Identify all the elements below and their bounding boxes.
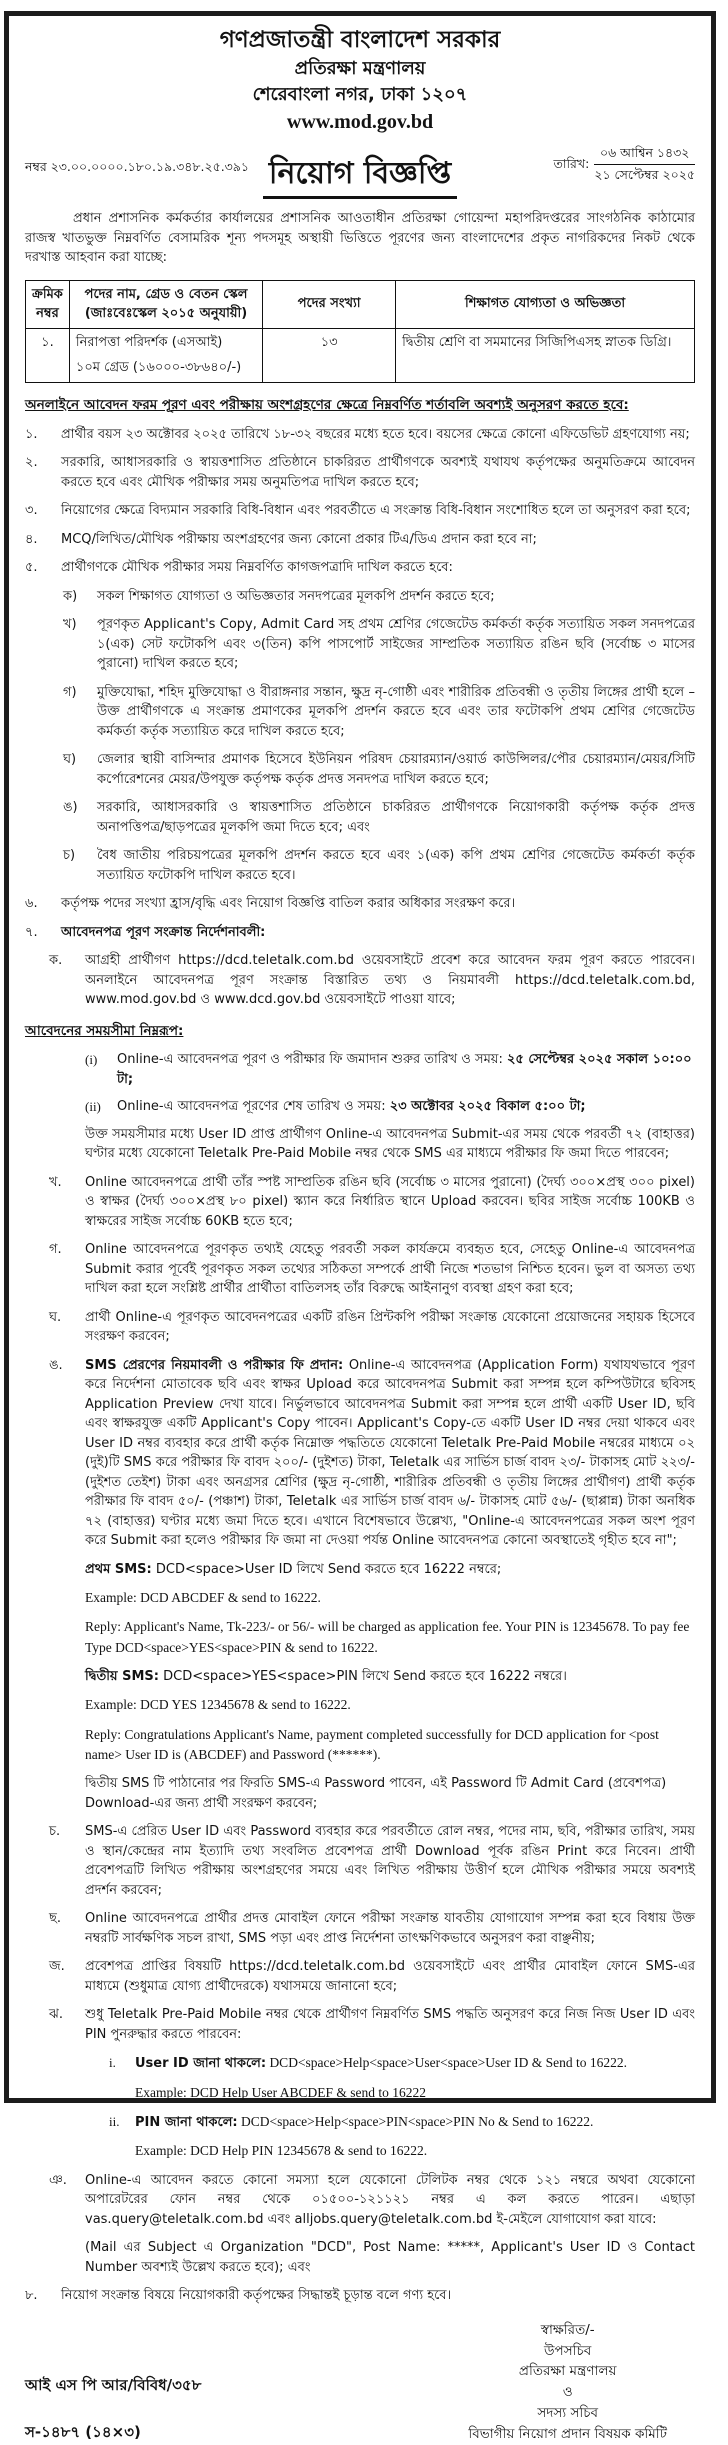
first-sms-label: প্রথম SMS: bbox=[85, 1561, 152, 1577]
sec7-text: Online-এ আবেদন করতে কোনো সমস্যা হলে যেকোনো টেলিটক নম্বর থেকে ১২১ নম্বরে অথবা যেকোনো অপারেটরের ফোন নম্বর থেকে ০১৫০০-১২১১২১ নম্বর এ কল করতে পারেন। এছাড়া vas.query@teletalk.com.bd এবং alljobs.query@teletalk.com.bd ই-মেইলে যোগাযোগ করা যাবে: bbox=[85, 2172, 695, 2227]
doc-item-ga bbox=[63, 683, 695, 742]
intro-paragraph: প্রধান প্রশাসনিক কর্মকর্তার কার্যালয়ের প্রশাসনিক আওতাধীন প্রতিরক্ষা গোয়েন্দা মহাপরিদপ্তরের সাংগঠনিক কাঠামোর রাজস্ব খাতভুক্ত নিম্নবর্ণিত বেসামরিক শূন্য পদসমূহ অস্থায়ী ভিত্তিতে পূরণের জন্য বাংলাদেশের প্রকৃত নাগরিকদের নিকট থেকে দরখাস্ত আহবান করা যাচ্ছে: bbox=[25, 211, 695, 266]
sec7-item-kha bbox=[49, 1173, 695, 1232]
header-serial-line1: ক্রমিক bbox=[32, 286, 63, 302]
sec7-text: প্রার্থী Online-এ পূরণকৃত আবেদনপত্রের একটি রঙিন প্রিন্টকপি পরীক্ষা সংক্রান্ত যেকোনো প্রয়োজনের সহায়ক হিসেবে সংরক্ষণ করবেন; bbox=[85, 1309, 695, 1345]
sec7-text: Online আবেদনপত্রে পূরণকৃত তথ্যই যেহেতু পরবর্তী সকল কার্যক্রমে ব্যবহৃত হবে, সেহেতু Online-এ আবেদনপত্র Submit করার পূর্বেই পূরণকৃত সকল তথ্যের সঠিকতা সম্পর্কে প্রার্থী নিজে শতভাগ নিশ্চিত হবেন। ভুল বা অসত্য তথ্য দাখিল করা হলে সংশ্লিষ্ট প্রার্থীর প্রার্থীতা বাতিলসহ তাঁর বিরুদ্ধে আইনানুগ ব্যবস্থা গ্রহণ করা হবে; bbox=[85, 1242, 695, 1297]
header-count: পদের সংখ্যা bbox=[263, 280, 396, 328]
doc-number: চ) bbox=[63, 848, 76, 864]
help-item-i bbox=[109, 2053, 695, 2074]
term-text: MCQ/লিখিত/মৌখিক পরীক্ষায় অংশগ্রহণের জন্য কোনো প্রকার টিএ/ডিএ প্রদান করা হবে না; bbox=[61, 531, 537, 547]
sec7-item-ga bbox=[49, 1240, 695, 1299]
sec7-number: ঘ. bbox=[49, 1309, 62, 1325]
cell-serial: ১. bbox=[26, 328, 70, 382]
date-bengali-calendar: ০৬ আশ্বিন ১৪৩২ bbox=[594, 144, 695, 165]
term-text: সরকারি, আধাসরকারি ও স্বায়ত্তশাসিত প্রতিষ্ঠানে চাকরিরত প্রার্থীগণকে অবশ্যই যথাযথ কর্তৃপক্ষের অনুমতিক্রমে আবেদন করতে হবে এবং মৌখিক পরীক্ষার সময় অনুমতিপত্র দাখিল করতে হবে; bbox=[61, 455, 695, 490]
deadline-text bbox=[117, 1050, 695, 1089]
term-number: ২. bbox=[25, 455, 38, 471]
term-number: ৬. bbox=[25, 896, 38, 912]
deadline-item-ii bbox=[85, 1097, 695, 1117]
deadline-item-i bbox=[85, 1050, 695, 1089]
signatory-title: উপসচিব bbox=[544, 2342, 592, 2359]
sms-rules-label: SMS প্রেরণের নিয়মাবলী ও পরীক্ষার ফি প্রদান: bbox=[85, 1357, 344, 1373]
first-sms-line bbox=[85, 1560, 695, 1580]
deadline-roman: (ii) bbox=[85, 1099, 101, 1115]
header-serial bbox=[26, 280, 70, 328]
help-text bbox=[135, 2053, 695, 2074]
help-roman: i. bbox=[109, 2055, 116, 2071]
help-pin-label: PIN জানা থাকলে: bbox=[135, 2114, 238, 2130]
doc-item-gha bbox=[63, 750, 695, 789]
term-number: ৫. bbox=[25, 560, 38, 576]
doc-text: সকল শিক্ষাগত যোগ্যতা ও অভিজ্ঞতার সনদপত্রের মূলকপি প্রদর্শন করতে হবে; bbox=[97, 588, 495, 604]
help-user-id-label: User ID জানা থাকলে: bbox=[135, 2056, 267, 2072]
sec7-text: SMS-এ প্রেরিত User ID এবং Password ব্যবহার করে পরবর্তীতে রোল নম্বর, পদের নাম, ছবি, পরীক্ষার তারিখ, সময় ও স্থান/কেন্দ্রের নাম ইত্যাদি তথ্য সংবলিত প্রবেশপত্র প্রার্থী Download পূর্বক রঙিন Print করে নিবেন। প্রার্থী প্রবেশপত্রটি লিখিত পরীক্ষায় অংশগ্রহণের সময়ে এবং লিখিত পরীক্ষায় উত্তীর্ণ হলে মৌখিক পরীক্ষার সময়ে অবশ্যই প্রদর্শন করবেন; bbox=[85, 1824, 695, 1898]
signatory-ministry: প্রতিরক্ষা মন্ত্রণালয় bbox=[518, 2363, 617, 2380]
term-number: ৭. bbox=[25, 924, 38, 940]
term-text: প্রার্থীর বয়স ২৩ অক্টোবর ২০২৫ তারিখে ১৮-৩২ বছরের মধ্যে হতে হবে। বয়সের ক্ষেত্রে কোনো এফিডেভিট গ্রহণযোগ্য নয়; bbox=[61, 426, 690, 442]
signature-block bbox=[468, 2320, 667, 2445]
doc-text: বৈধ জাতীয় পরিচয়পত্রের মূলকপি প্রদর্শন করতে হবে এবং ১(এক) কপি প্রথম শ্রেণির গেজেটেড কর্মকর্তা কর্তৃক সত্যায়িত ফটোকপি দাখিল করতে হবে। bbox=[97, 848, 695, 883]
footer-ref-ispr: আই এস পি আর/বিবিধ/৩৫৮ bbox=[25, 2376, 202, 2395]
sec7-item-ka bbox=[49, 951, 695, 1010]
sms-rules-text: Online-এ আবেদনপত্র (Application Form) যথাযথভাবে পূরণ করে নির্দেশনা মোতাবেক ছবি এবং স্বাক্ষর Upload করে আবেদনপত্র Submit করা সম্পন্ন হলে কম্পিউটারে ছবিসহ Application Preview দেখা যাবে। নির্ভুলভাবে আবেদনপত্র Submit করা সম্পন্ন হলে প্রার্থী একটি User ID, ছবি এবং স্বাক্ষরযুক্ত একটি Applicant's Copy পাবেন। Applicant's Copy-তে একটি User ID নম্বর দেয়া থাকবে এবং User ID নম্বর ব্যবহার করে প্রার্থী কর্তৃক নিম্নোক্ত পদ্ধতিতে যেকোনো Teletalk Pre-Paid Mobile নম্বরের মাধ্যমে ০২ (দুই)টি SMS করে পরীক্ষার ফি বাবদ ২০০/- (দুইশত) টাকা, Teletalk এর সার্ভিস চার্জ বাবদ ২৩/- টাকাসহ মোট ২২৩/- (দুইশত তেইশ) টাকা এবং অনগ্রসর শ্রেণির (ক্ষুদ্র নৃ-গোষ্ঠী, শারীরিক প্রতিবন্ধী ও তৃতীয় লিঙ্গের প্রার্থীগণ) প্রার্থী কর্তৃক পরীক্ষার ফি বাবদ ৫০/- (পঞ্চাশ) টাকা, Teletalk এর সার্ভিস চার্জ বাবদ ৬/- টাকাসহ মোট ৫৬/- (ছাপ্পান্ন) টাকা অনধিক ৭২ (বাহাত্তর) ঘণ্টার মধ্যে জমা দিতে হবে। এখানে বিশেষভাবে উল্লেখ্য, "Online-এ আবেদনপত্রের সকল অংশ পূরণ করে Submit করা হলেও পরীক্ষার ফি জমা না দেওয়া পর্যন্ত Online আবেদনপত্র কোনো অবস্থাতেই গৃহীত হবে না"; bbox=[85, 1357, 695, 1549]
deadline-text bbox=[117, 1097, 695, 1117]
first-sms-example: Example: DCD ABCDEF & send to 16222. bbox=[85, 1590, 321, 1606]
help-example-ii: Example: DCD Help PIN 12345678 & send to 16222. bbox=[135, 2143, 428, 2159]
date-label: তারিখ: bbox=[553, 155, 590, 171]
sec7-number: ছ. bbox=[49, 1911, 62, 1927]
term-text: প্রার্থীগণকে মৌখিক পরীক্ষার সময় নিম্নবর্ণিত কাগজপত্রাদি দাখিল করতে হবে: bbox=[61, 560, 453, 576]
header-post bbox=[69, 280, 262, 328]
term-item-2 bbox=[25, 453, 695, 492]
second-sms-line bbox=[85, 1667, 695, 1687]
memo-date bbox=[553, 144, 695, 185]
term-item-6 bbox=[25, 894, 695, 914]
deadline-roman: (i) bbox=[85, 1052, 98, 1068]
term-item-1 bbox=[25, 425, 695, 445]
footer-references bbox=[25, 2375, 201, 2445]
sec7-number: ক. bbox=[49, 953, 63, 969]
sec7-text: Online আবেদনপত্রে প্রার্থী তাঁর স্পষ্ট সাম্প্রতিক রঙিন ছবি (সর্বোচ্চ ৩ মাসের পুরানো) (দৈর্ঘ্য ৩০০×প্রস্থ ৩০০ pixel) ও স্বাক্ষর (দৈর্ঘ্য ৩০০×প্রস্থ ৮০ pixel) স্ক্যান করে নির্ধারিত স্থানে Upload করবেন। ছবির সাইজ সর্বোচ্চ 100KB ও স্বাক্ষরের সাইজ সর্বোচ্চ 60KB হতে হবে; bbox=[85, 1174, 695, 1229]
date-fraction bbox=[594, 144, 695, 185]
doc-text: মুক্তিযোদ্ধা, শহিদ মুক্তিযোদ্ধা ও বীরাঙ্গনার সন্তান, ক্ষুদ্র নৃ-গোষ্ঠী এবং শারীরিক প্রতিবন্ধী ও তৃতীয় লিঙ্গের প্রার্থী হলে – উক্ত প্রার্থীগণকে এ সংক্রান্ত প্রমাণকের মূলকপি প্রদর্শন করতে হবে এবং তার ফটোকপি প্রথম শ্রেণির গেজেটেড কর্মকর্তা কর্তৃক সত্যায়িত করে দাখিল করতে হবে; bbox=[97, 684, 695, 739]
term-number: ৮. bbox=[25, 2288, 38, 2304]
sec7-number: ঙ. bbox=[49, 1357, 63, 1373]
header-ministry: প্রতিরক্ষা মন্ত্রণালয় bbox=[294, 57, 426, 79]
doc-item-kha bbox=[63, 615, 695, 674]
sec7-item-chha bbox=[49, 1909, 695, 1948]
sec7-number: গ. bbox=[49, 1242, 62, 1258]
sec7-number: ঝ. bbox=[49, 2007, 63, 2023]
header-serial-line2: নম্বর bbox=[36, 306, 59, 322]
cell-post-grade: ১০ম গ্রেড (১৬০০০-৩৮৬৪০/-) bbox=[75, 360, 242, 376]
password-note: দ্বিতীয় SMS টি পাঠানোর পর ফিরতি SMS-এ Password পাবেন, এই Password টি Admit Card (প্রবেশপত্র) Download-এর জন্য প্রার্থী সংরক্ষণ করবেন; bbox=[85, 1776, 667, 1811]
memo-number: নম্বর ২৩.০০.০০০০.১৮০.১৯.৩৪৮.২৫.৩৯১ bbox=[25, 159, 250, 175]
help-example-i: Example: DCD Help User ABCDEF & send to 16222 bbox=[135, 2084, 426, 2100]
table-header-row bbox=[26, 280, 695, 328]
first-sms-reply: Reply: Applicant's Name, Tk-223/- or 56/- will be charged as application fee. Your PIN is 12345678. To pay fee Type DCD<space>YES<space>PIN & send to 16222. bbox=[85, 1619, 690, 1655]
signature-footer bbox=[25, 2320, 695, 2445]
term-item-8 bbox=[25, 2286, 695, 2306]
help-text bbox=[135, 2112, 695, 2133]
doc-text: সরকারি, আধাসরকারি ও স্বায়ত্তশাসিত প্রতিষ্ঠানে চাকরিরত প্রার্থীগণকে নিয়োগকারী কর্তৃপক্ষ কর্তৃক প্রদত্ত অনাপত্তিপত্র/ছাড়পত্রের মূলকপি জমা দিতে হবে; এবং bbox=[97, 800, 695, 835]
deadline-desc: Online-এ আবেদনপত্র পূরণের শেষ তারিখ ও সময়: bbox=[117, 1099, 390, 1115]
header-post-line2: (জাঃবেঃস্কেল ২০১৫ অনুযায়ী) bbox=[84, 306, 248, 322]
term-item-4 bbox=[25, 530, 695, 550]
document-page bbox=[4, 11, 716, 2443]
help-user-id-text: DCD<space>Help<space>User<space>User ID & Send to 16222. bbox=[266, 2055, 628, 2071]
second-sms-example: Example: DCD YES 12345678 & send to 16222. bbox=[85, 1697, 351, 1713]
doc-number: খ) bbox=[63, 617, 77, 633]
help-roman: ii. bbox=[109, 2113, 120, 2129]
signed-label: স্বাক্ষরিত/- bbox=[540, 2321, 595, 2338]
help-pin-text: DCD<space>Help<space>PIN<space>PIN No & Send to 16222. bbox=[237, 2113, 594, 2129]
signatory-and: ও bbox=[562, 2384, 573, 2401]
help-item-ii bbox=[109, 2112, 695, 2133]
term-number: ৪. bbox=[25, 531, 38, 547]
sec7-text: আগ্রহী প্রার্থীগণ https://dcd.teletalk.com.bd ওয়েবসাইটে প্রবেশ করে আবেদন ফরম পূরণ করতে পারবেন। অনলাইনে আবেদনপত্র পূরণ সংক্রান্ত বিস্তারিত তথ্য ও নিয়মাবলী https://dcd.teletalk.com.bd, www.mod.gov.bd ও www.dcd.gov.bd ওয়েবসাইটে পাওয়া যাবে; bbox=[85, 953, 695, 1008]
sec7-text: প্রবেশপত্র প্রাপ্তির বিষয়টি https://dcd.teletalk.com.bd ওয়েবসাইটে এবং প্রার্থীর মোবাইল ফোনে SMS-এর মাধ্যমে (শুধুমাত্র যোগ্য প্রার্থীদেরকে) যথাসময়ে জানানো হবে; bbox=[85, 1959, 695, 1994]
cell-qualification: দ্বিতীয় শ্রেণি বা সমমানের সিজিপিএসহ স্নাতক ডিগ্রি। bbox=[396, 328, 695, 382]
date-gregorian: ২১ সেপ্টেম্বর ২০২৫ bbox=[594, 166, 695, 182]
header-address: শেরেবাংলা নগর, ঢাকা ১২০৭ bbox=[252, 83, 468, 105]
deadline-note: উক্ত সময়সীমার মধ্যে User ID প্রাপ্ত প্রার্থীগণ Online-এ আবেদনপত্র Submit-এর সময় থেকে পরবর্তী ৭২ (বাহাত্তর) ঘণ্টার মধ্যে যেকোনো Teletalk Pre-Paid Mobile নম্বর থেকে SMS এর মাধ্যমে পরীক্ষার ফি জমা দিতে পারবেন; bbox=[85, 1126, 695, 1162]
term-number: ৩. bbox=[25, 503, 38, 519]
sec7-item-ja bbox=[49, 1957, 695, 1996]
conditions-heading: অনলাইনে আবেদন ফরম পূরণ এবং পরীক্ষায় অংশগ্রহণের ক্ষেত্রে নিম্নবর্ণিত শর্তাবলি অবশ্যই অনুসরণ করতে হবে: bbox=[25, 396, 629, 413]
doc-item-cha bbox=[63, 846, 695, 885]
deadline-desc: Online-এ আবেদনপত্র পূরণ ও পরীক্ষার ফি জমাদান শুরুর তারিখ ও সময়: bbox=[117, 1052, 507, 1068]
vacancy-table bbox=[25, 280, 695, 383]
sec7-number: চ. bbox=[49, 1824, 61, 1840]
header-qualification: শিক্ষাগত যোগ্যতা ও অভিজ্ঞতা bbox=[396, 280, 695, 328]
notice-title: নিয়োগ বিজ্ঞপ্তি bbox=[263, 155, 457, 200]
deadline-heading: আবেদনের সময়সীমা নিম্নরূপ: bbox=[25, 1022, 184, 1039]
sec7-text: Online আবেদনপত্রে প্রার্থীর প্রদত্ত মোবাইল ফোনে পরীক্ষা সংক্রান্ত যাবতীয় যোগাযোগ সম্পন্ন করা হবে বিধায় উক্ত নম্বরটি সার্বক্ষণিক সচল রাখা, SMS পড়া এবং প্রাপ্ত নির্দেশনা তাৎক্ষণিকভাবে অনুসরণ করা বাঞ্ছনীয়; bbox=[85, 1911, 695, 1946]
term-text: নিয়োগ সংক্রান্ত বিষয়ে নিয়োগকারী কর্তৃপক্ষের সিদ্ধান্তই চূড়ান্ত বলে গণ্য হবে। bbox=[61, 2288, 452, 2304]
doc-number: ক) bbox=[63, 588, 78, 604]
sec7-item-cha bbox=[49, 1822, 695, 1900]
second-sms-reply: Reply: Congratulations Applicant's Name, payment completed successfully for DCD application for <post name> User ID is (ABCDEF) and Password (******). bbox=[85, 1726, 659, 1762]
deadline-datetime: ২৫ সেপ্টেম্বর ২০২৫ সকাল ১০:০০ টা; bbox=[117, 1052, 692, 1087]
term-text: নিয়োগের ক্ষেত্রে বিদ্যমান সরকারি বিধি-বিধান এবং পরবর্তীতে এ সংক্রান্ত বিধি-বিধান সংশোধিত হলে তা অনুসরণ করা হবে; bbox=[61, 503, 691, 519]
sec7-item-uma bbox=[49, 1356, 695, 1551]
term-number: ১. bbox=[25, 426, 38, 442]
cell-count: ১৩ bbox=[263, 328, 396, 382]
doc-item-ka bbox=[63, 587, 695, 607]
cell-post-name: নিরাপত্তা পরিদর্শক (এসআই) bbox=[75, 334, 223, 350]
doc-number: গ) bbox=[63, 684, 77, 700]
cell-post bbox=[69, 328, 262, 382]
section7-heading: আবেদনপত্র পূরণ সংক্রান্ত নির্দেশনাবলী: bbox=[61, 924, 266, 940]
second-sms-text: DCD<space>YES<space>PIN লিখে Send করতে হবে 16222 নম্বরে। bbox=[158, 1668, 567, 1684]
sec7-text: শুধু Teletalk Pre-Paid Mobile নম্বর থেকে প্রার্থীগণ নিম্নবর্ণিত SMS পদ্ধতি অনুসরণ করে নিজ নিজ User ID এবং PIN পুনরুদ্ধার করতে পারবেন: bbox=[85, 2007, 695, 2042]
second-sms-label: দ্বিতীয় SMS: bbox=[85, 1668, 159, 1684]
sec7-item-nya bbox=[49, 2171, 695, 2230]
footer-ref-serial: স-১৪৮৭ (১৪×৩) bbox=[25, 2423, 141, 2442]
signatory-member-secretary: সদস্য সচিব bbox=[537, 2405, 599, 2422]
term-text: কর্তৃপক্ষ পদের সংখ্যা হ্রাস/বৃদ্ধি এবং নিয়োগ বিজ্ঞপ্তি বাতিল করার অধিকার সংরক্ষণ করে। bbox=[61, 896, 516, 912]
sec7-number: খ. bbox=[49, 1174, 62, 1190]
header-post-line1: পদের নাম, গ্রেড ও বেতন স্কেল bbox=[84, 286, 248, 302]
sec7-number: ঞ. bbox=[49, 2172, 67, 2188]
sec7-item-gha bbox=[49, 1308, 695, 1347]
doc-number: ঘ) bbox=[63, 752, 77, 768]
term-item-3 bbox=[25, 501, 695, 521]
sec7-item-jha bbox=[49, 2005, 695, 2044]
term-item-5 bbox=[25, 558, 695, 578]
deadline-datetime: ২৩ অক্টোবর ২০২৫ বিকাল ৫:০০ টা; bbox=[389, 1099, 586, 1115]
signatory-committee: বিভাগীয় নিয়োগ প্রদান বিষয়ক কমিটি bbox=[468, 2426, 667, 2443]
mail-note: (Mail এর Subject এ Organization "DCD", Post Name: *****, Applicant's User ID ও Contact Number অবশ্যই উল্লেখ করতে হবে); এবং bbox=[85, 2240, 695, 2275]
first-sms-text: DCD<space>User ID লিখে Send করতে হবে 16222 নম্বরে; bbox=[151, 1561, 502, 1577]
header-website: www.mod.gov.bd bbox=[286, 111, 434, 134]
doc-item-uma bbox=[63, 798, 695, 837]
table-row bbox=[26, 328, 695, 382]
doc-text: পূরণকৃত Applicant's Copy, Admit Card সহ প্রথম শ্রেণির গেজেটেড কর্মকর্তা কর্তৃক সত্যায়িত সকল সনদপত্রের ১(এক) সেট ফটোকপি এবং ৩(তিন) কপি পাসপোর্ট সাইজের সাম্প্রতিক সত্যায়িত রঙিন ছবি (সর্বোচ্চ ৩ মাসের পুরানো) দাখিল করতে হবে; bbox=[97, 617, 695, 672]
doc-number: ঙ) bbox=[63, 800, 78, 816]
header-government: গণপ্রজাতন্ত্রী বাংলাদেশ সরকার bbox=[219, 27, 501, 53]
term-item-7 bbox=[25, 923, 695, 943]
sec7-number: জ. bbox=[49, 1959, 65, 1975]
sec7-text bbox=[85, 1356, 695, 1551]
doc-text: জেলার স্থায়ী বাসিন্দার প্রমাণক হিসেবে ইউনিয়ন পরিষদ চেয়ারম্যান/ওয়ার্ড কাউন্সিলর/পৌর চেয়ারম্যান/মেয়র/সিটি কর্পোরেশনের মেয়র/উপযুক্ত কর্তৃপক্ষ কর্তৃক প্রদত্ত সনদপত্র দাখিল করতে হবে; bbox=[97, 752, 695, 787]
